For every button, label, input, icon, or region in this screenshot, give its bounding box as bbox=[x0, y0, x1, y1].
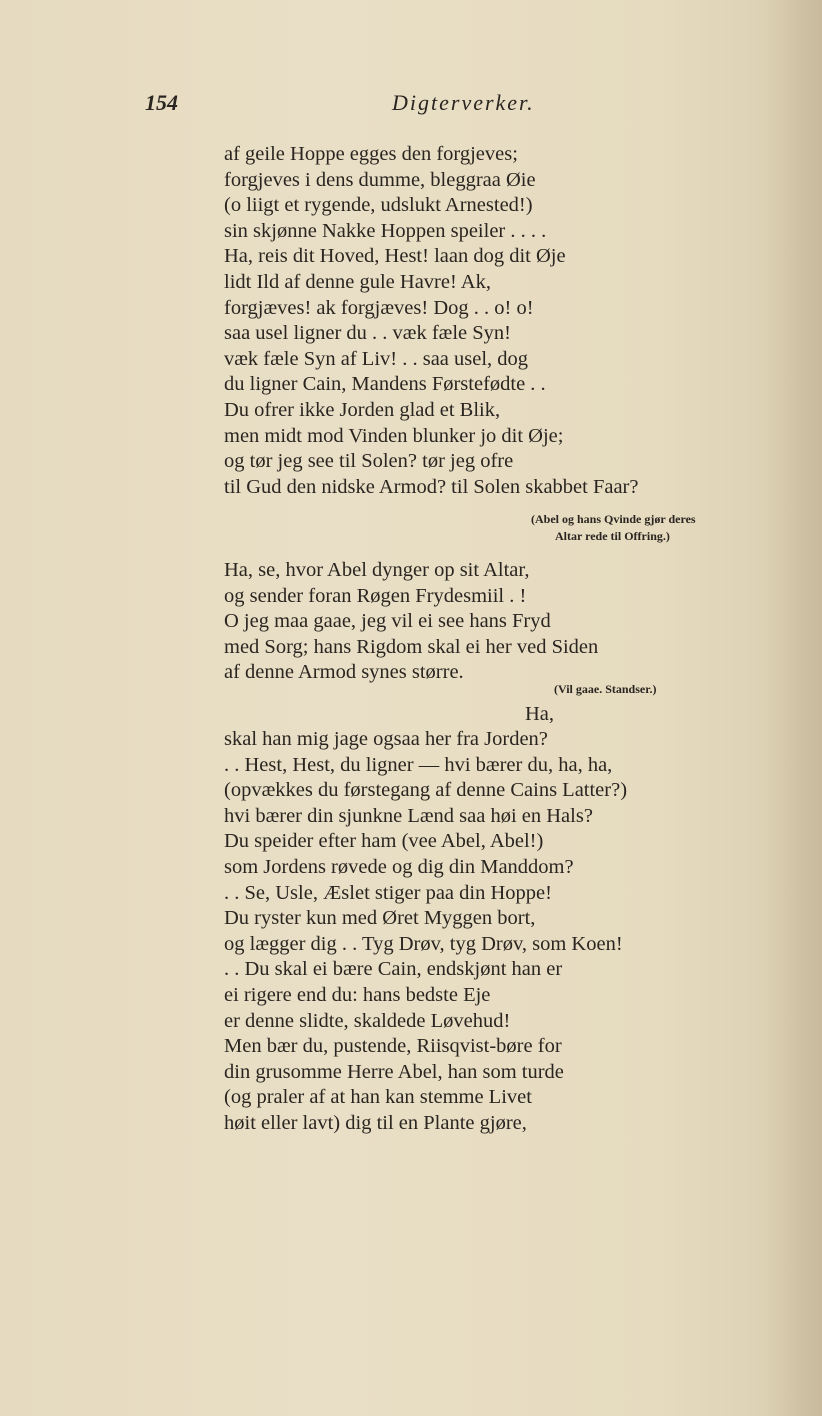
verse-line: Men bær du, pustende, Riisqvist-børe for bbox=[224, 1035, 562, 1058]
verse-line: sin skjønne Nakke Hoppen speiler . . . . bbox=[224, 219, 547, 242]
verse-line: høit eller lavt) dig til en Plante gjøre, bbox=[224, 1111, 527, 1134]
verse-line: O jeg maa gaae, jeg vil ei see hans Fryd bbox=[224, 610, 551, 633]
verse-line: til Gud den nidske Armod? til Solen skabbet Faar? bbox=[224, 475, 639, 498]
verse-line: (og praler af at han kan stemme Livet bbox=[224, 1086, 532, 1109]
verse-line: Du speider efter ham (vee Abel, Abel!) bbox=[224, 830, 544, 853]
verse-line: forgjeves i dens dumme, bleggraa Øie bbox=[224, 168, 536, 191]
verse-line: Du ryster kun med Øret Myggen bort, bbox=[224, 907, 536, 930]
verse-line: (o liigt et rygende, udslukt Arnested!) bbox=[224, 194, 533, 217]
stage-direction-1-line-2: Altar rede til Offring.) bbox=[555, 529, 670, 543]
verse-line: med Sorg; hans Rigdom skal ei her ved Siden bbox=[224, 635, 599, 658]
stage-direction-2: (Vil gaae. Standser.) bbox=[554, 682, 657, 696]
verse-line: og lægger dig . . Tyg Drøv, tyg Drøv, som Koen! bbox=[224, 932, 623, 955]
verse-line: din grusomme Herre Abel, han som turde bbox=[224, 1060, 564, 1083]
verse-line: er denne slidte, skaldede Løvehud! bbox=[224, 1009, 511, 1032]
stage-direction-1-line-1: (Abel og hans Qvinde gjør deres bbox=[531, 512, 696, 526]
verse-line: forgjæves! ak forgjæves! Dog . . o! o! bbox=[224, 296, 534, 319]
verse-line: og tør jeg see til Solen? tør jeg ofre bbox=[224, 450, 514, 473]
verse-line: ei rigere end du: hans bedste Eje bbox=[224, 983, 491, 1006]
verse-block-3 bbox=[224, 727, 627, 1137]
verse-line: saa usel ligner du . . væk fæle Syn! bbox=[224, 322, 511, 345]
page-number: 154 bbox=[145, 90, 178, 115]
verse-line: af geile Hoppe egges den forgjeves; bbox=[224, 143, 518, 165]
verse-block-1 bbox=[224, 142, 638, 500]
running-head: Digterverker. bbox=[392, 90, 535, 115]
verse-line: af denne Armod synes større. bbox=[224, 661, 464, 684]
verse-line: som Jordens røvede og dig din Manddom? bbox=[224, 855, 574, 878]
verse-block-2 bbox=[224, 558, 598, 686]
page-edge-shadow bbox=[762, 0, 822, 1416]
verse-line: Ha, se, hvor Abel dynger op sit Altar, bbox=[224, 559, 530, 581]
verse-line: . . Se, Usle, Æslet stiger paa din Hoppe! bbox=[224, 881, 552, 904]
verse-line: skal han mig jage ogsaa her fra Jorden? bbox=[224, 728, 548, 750]
verse-line: Du ofrer ikke Jorden glad et Blik, bbox=[224, 398, 501, 421]
verse-line: . . Hest, Hest, du ligner — hvi bærer du, ha, ha, bbox=[224, 753, 613, 776]
verse-line: væk fæle Syn af Liv! . . saa usel, dog bbox=[224, 347, 529, 370]
verse-line: lidt Ild af denne gule Havre! Ak, bbox=[224, 270, 491, 293]
indented-half-line: Ha, bbox=[525, 703, 555, 725]
verse-line: du ligner Cain, Mandens Førstefødte . . bbox=[224, 373, 546, 396]
verse-line: Ha, reis dit Hoved, Hest! laan dog dit Øje bbox=[224, 245, 566, 268]
verse-line: og sender foran Røgen Frydesmiil . ! bbox=[224, 584, 527, 607]
verse-line: . . Du skal ei bære Cain, endskjønt han er bbox=[224, 958, 563, 981]
verse-line: men midt mod Vinden blunker jo dit Øje; bbox=[224, 424, 564, 447]
verse-line: hvi bærer din sjunkne Lænd saa høi en Hals? bbox=[224, 804, 593, 827]
verse-line: (opvækkes du førstegang af denne Cains Latter?) bbox=[224, 779, 628, 802]
